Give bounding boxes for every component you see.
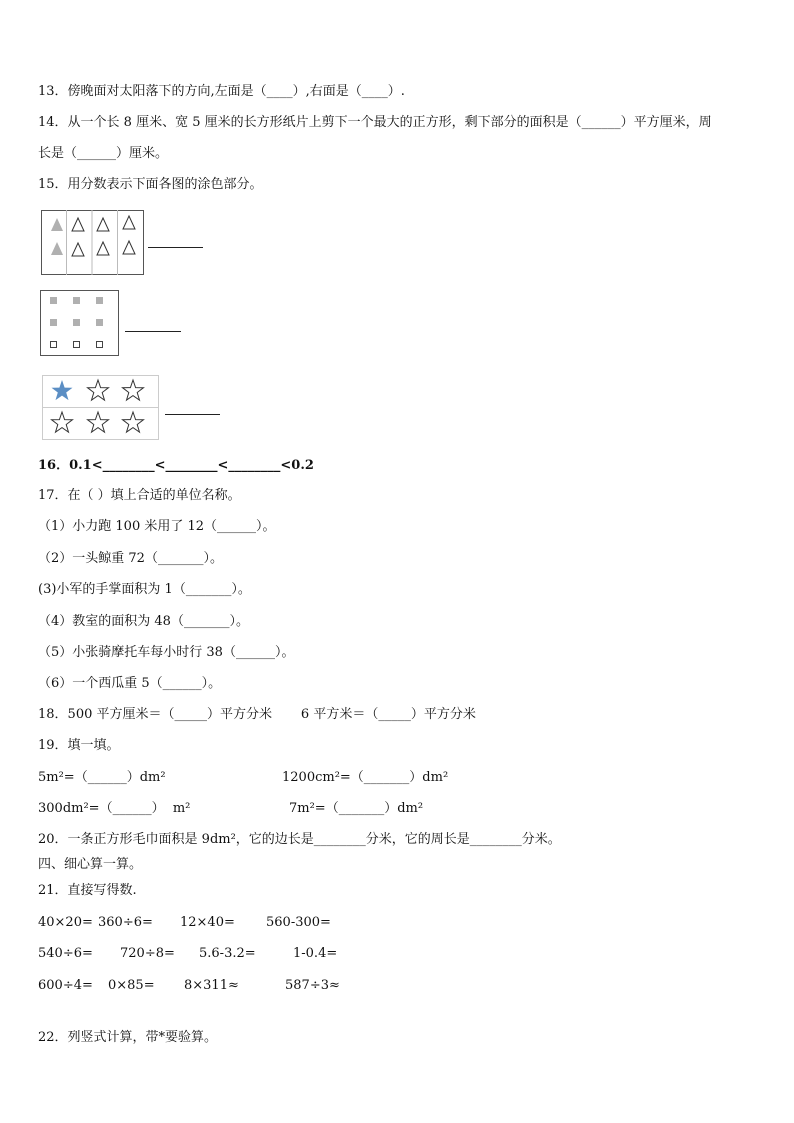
question-17-item-4: （4）教室的面积为 48（_______）。 — [38, 614, 249, 629]
question-17-item-2: （2）一头鲸重 72（_______）。 — [38, 551, 223, 566]
calc-cell: 1-0.4= — [293, 946, 338, 961]
calc-cell: 600÷4= — [38, 978, 93, 993]
question-19-item-2a: 300dm²=（______） m² — [38, 801, 191, 816]
question-19-item-2b: 7m²=（_______）dm² — [289, 801, 424, 816]
square-shaded-icon — [50, 297, 57, 304]
question-17-item-1: （1）小力跑 100 米用了 12（______）。 — [38, 519, 276, 534]
calc-cell: 360÷6= — [98, 915, 153, 930]
question-19-item-1a: 5m²=（______）dm² — [38, 770, 166, 785]
square-shaded-icon — [96, 319, 103, 326]
question-17-item-5: （5）小张骑摩托车每小时行 38（______）。 — [38, 645, 295, 660]
question-15: 15．用分数表示下面各图的涂色部分。 — [38, 177, 263, 192]
question-22: 22．列竖式计算，带*要验算。 — [38, 1030, 218, 1045]
square-shaded-icon — [96, 297, 103, 304]
question-16: 16．0.1<________<________<________<0.2 — [38, 458, 314, 473]
square-shaded-icon — [50, 319, 57, 326]
answer-blank[interactable] — [148, 247, 203, 248]
calc-cell: 5.6-3.2= — [199, 946, 256, 961]
answer-blank[interactable] — [125, 331, 181, 332]
question-17-item-6: （6）一个西瓜重 5（______）。 — [38, 676, 222, 691]
question-19: 19．填一填。 — [38, 738, 120, 753]
square-shaded-icon — [73, 319, 80, 326]
question-14-line1: 14．从一个长 8 厘米、宽 5 厘米的长方形纸片上剪下一个最大的正方形，剩下部分的面积是（______）平方厘米，周 — [38, 115, 712, 130]
question-17: 17．在（ ）填上合适的单位名称。 — [38, 488, 241, 503]
question-17-item-3: (3)小军的手掌面积为 1（_______）。 — [38, 582, 251, 597]
calc-cell: 8×311≈ — [184, 978, 239, 993]
answer-blank[interactable] — [165, 414, 220, 415]
triangle-grid-figure — [41, 210, 145, 276]
calc-cell: 540÷6= — [38, 946, 93, 961]
question-18: 18．500 平方厘米＝（_____）平方分米 6 平方米＝（_____）平方分米 — [38, 707, 476, 722]
calc-cell: 720÷8= — [120, 946, 175, 961]
question-21: 21．直接写得数. — [38, 883, 137, 898]
question-14-line2: 长是（______）厘米。 — [38, 146, 169, 161]
calc-cell: 0×85= — [108, 978, 155, 993]
calc-cell: 12×40= — [180, 915, 235, 930]
question-20: 20．一条正方形毛巾面积是 9dm²，它的边长是________分米，它的周长是________分米。 — [38, 832, 561, 847]
calc-cell: 40×20= — [38, 915, 93, 930]
square-shaded-icon — [73, 297, 80, 304]
star-grid-figure — [42, 375, 160, 441]
question-19-item-1b: 1200cm²=（_______）dm² — [282, 770, 449, 785]
calc-cell: 560-300= — [266, 915, 331, 930]
question-13: 13．傍晚面对太阳落下的方向,左面是（____）,右面是（____）. — [38, 84, 405, 99]
square-grid-figure — [40, 290, 120, 357]
calc-cell: 587÷3≈ — [285, 978, 340, 993]
section-4-heading: 四、细心算一算。 — [38, 857, 143, 872]
